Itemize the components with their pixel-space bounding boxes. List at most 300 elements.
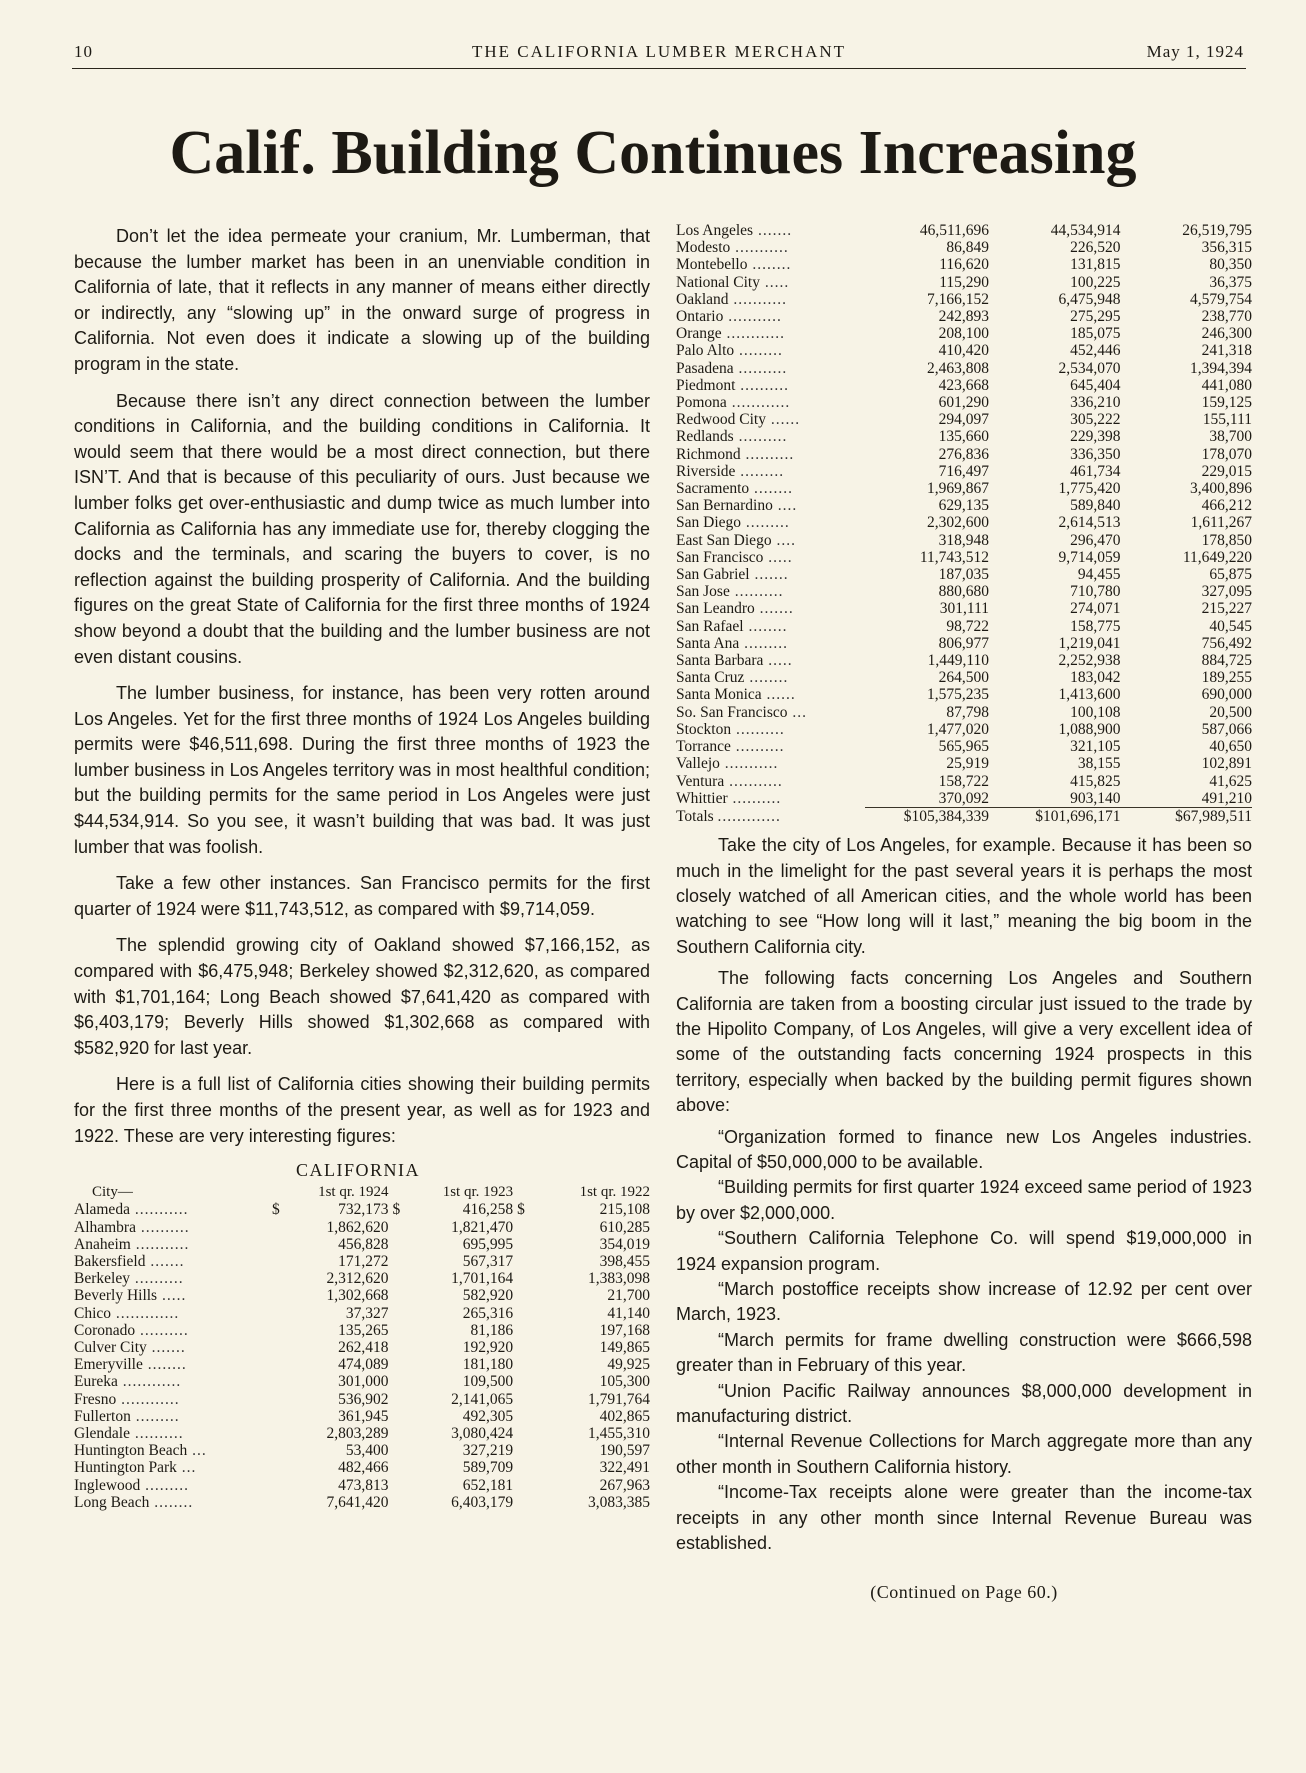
permit-value-1923: 181,180 [462,1356,514,1374]
permit-value-1923: 9,714,059 [1058,548,1121,566]
paragraph: The following facts concerning Los Angeles and Southern California are taken from a boosting circular just issued to the trade by the Hipolito Company, of Los Angeles, will give a very excellent idea of some of the outstanding facts concerning 1924 prospects in this territory, especially when backed by the building permit figures shown above: [676,968,1252,1116]
permit-value-1923: 452,446 [1070,342,1121,360]
permit-value-1923: 645,404 [1070,376,1121,394]
permit-value-1924: 98,722 [946,617,990,635]
permit-value-1922: 190,597 [599,1442,650,1460]
quote-item: “Building permits for first quarter 1924 exceed same period of 1923 by over $2,000,000. [676,1177,1252,1223]
quote-item: “Southern California Telephone Co. will spend $19,000,000 in 1924 expansion program. [676,1228,1252,1274]
table-row [676,342,1252,359]
permit-value-1924: 158,722 [938,772,990,790]
table-row [676,790,1252,808]
permit-value-1923: 336,350 [1070,445,1121,463]
city-name: Santa Monica ...... [676,686,796,704]
permit-value-1923: 415,825 [1070,772,1121,790]
permit-value-1924: $ 732,173 [268,1201,389,1218]
permit-value-1924: 2,302,600 [927,514,990,532]
paragraph: Take a few other instances. San Francisco permits for the first quarter of 1924 were $11,743,512, as compared with $9,714,059. [74,873,650,919]
table-row [676,773,1252,790]
city-name: San Francisco ..... [676,548,793,566]
permit-value-1924: 11,743,512 [919,548,990,566]
permit-value-1924: 410,420 [938,342,990,360]
table-row [676,583,1252,600]
permits-table-part-2 [676,222,1252,825]
permit-value-1923: 567,317 [462,1253,514,1270]
city-name: Bakersfield ....... [74,1253,185,1270]
permit-value-1923: 2,252,938 [1058,652,1121,670]
permit-value-1924: 1,575,235 [927,686,990,704]
table-row [74,1201,650,1218]
quote-item: “Organization formed to finance new Los Angeles industries. Capital of $50,000,000 to be available. [676,1126,1252,1172]
permit-value-1922: 20,500 [1209,703,1252,721]
permit-value-1923: 229,398 [1070,428,1121,446]
city-name: Santa Barbara ..... [676,652,793,670]
table-row [676,497,1252,514]
permit-value-1922: 267,963 [599,1476,650,1494]
permit-value-1922: 65,875 [1209,566,1252,584]
permit-value-1922: 41,625 [1209,772,1252,790]
table-row [676,704,1252,721]
permit-value-1923: 2,534,070 [1058,359,1121,377]
table-row [676,635,1252,652]
permit-value-1924: 629,135 [938,497,990,515]
total-1924: $105,384,339 [865,807,989,825]
permit-value-1923: 1,701,164 [451,1270,514,1288]
permit-value-1923: 589,709 [462,1459,514,1477]
permit-value-1923: 226,520 [1070,239,1121,257]
table-row [74,1270,650,1287]
permit-value-1923: 695,995 [462,1235,514,1253]
permit-value-1924: 276,836 [938,445,990,463]
table-row [676,514,1252,531]
city-name: Vallejo ........... [676,755,779,773]
permit-value-1922: 241,318 [1201,342,1252,360]
permit-value-1924: 1,862,620 [326,1218,389,1236]
table-row [74,1356,650,1373]
table-row [74,1391,650,1408]
city-name: Orange ............ [676,325,785,343]
city-name: Oakland ........... [676,290,788,308]
table-row [676,377,1252,394]
city-name: Riverside ......... [676,462,785,480]
permit-value-1924: 456,828 [338,1235,389,1253]
permit-value-1924: 2,312,620 [326,1270,389,1288]
permit-value-1924: 187,035 [938,566,990,584]
table-row [676,428,1252,445]
quote-item: “Internal Revenue Collections for March aggregate more than any other month in Southern California history. [676,1431,1252,1477]
table-row [74,1322,650,1339]
table-row [676,652,1252,669]
permit-value-1923: 81,186 [470,1321,514,1339]
permit-value-1922: $ 215,108 [513,1201,650,1218]
permit-value-1924: 135,660 [938,428,990,446]
continued-note: (Continued on Page 60.) [870,1582,1058,1603]
permit-value-1924: 301,111 [939,600,990,618]
permit-value-1924: 208,100 [938,325,990,343]
permit-value-1922: 178,850 [1201,531,1252,549]
table-body [74,1201,650,1511]
permit-value-1923: 158,775 [1070,617,1121,635]
city-name: Sacramento ........ [676,480,794,498]
city-name: Santa Ana ......... [676,634,789,652]
permit-value-1923: 1,413,600 [1058,686,1121,704]
city-name: Alhambra .......... [74,1218,190,1236]
city-name: San Bernardino .... [676,497,798,515]
masthead: THE CALIFORNIA LUMBER MERCHANT [471,42,847,61]
permit-value-1922: 197,168 [599,1321,650,1339]
permit-value-1922: 40,545 [1209,617,1252,635]
table-header-row [74,1184,650,1201]
permit-value-1923: 461,734 [1070,462,1121,480]
city-name: So. San Francisco ... [676,703,808,721]
permit-value-1923: 1,821,470 [451,1218,514,1236]
permit-value-1922: 189,255 [1201,669,1252,687]
permit-value-1923: 652,181 [462,1476,514,1494]
table-row [676,222,1252,239]
city-name: Richmond .......... [676,445,795,463]
permit-value-1922: 356,315 [1201,239,1252,257]
city-name: Ventura ........... [676,772,783,790]
city-name: Pasadena .......... [676,359,788,377]
article-headline: Calif. Building Continues Increasing [169,119,1137,187]
permit-value-1923: 2,614,513 [1058,514,1121,532]
table-row [676,394,1252,411]
city-name: Stockton .......... [676,720,785,738]
permit-value-1922: 215,227 [1201,600,1252,618]
permit-value-1922: 4,579,754 [1190,290,1252,308]
table-body [676,222,1252,807]
permit-value-1922: 49,925 [607,1356,650,1374]
table-row [74,1219,650,1236]
table-caption: CALIFORNIA [296,1160,421,1181]
table-row [74,1408,650,1425]
permit-value-1924: 1,477,020 [927,720,990,738]
table-row [74,1339,650,1356]
permit-value-1922: 246,300 [1201,325,1252,343]
city-name: Huntington Park ... [74,1459,197,1477]
permit-value-1922: 178,070 [1201,445,1252,463]
permit-value-1923: 100,108 [1070,703,1121,721]
table-row [676,755,1252,772]
total-1922: $67,989,511 [1121,807,1252,825]
permit-value-1924: 135,265 [338,1321,389,1339]
table-row [74,1494,650,1511]
totals-label: Totals ............. [676,807,781,825]
city-name: Beverly Hills ..... [74,1287,187,1305]
paragraph: Take the city of Los Angeles, for example. Because it has been so much in the limelight for the past several years it is perhaps the most closely watched of all American cities, and the whole world has been watching to see “How long will it last,” meaning the big boom in the Southern California city. [676,835,1252,957]
city-name: Piedmont .......... [676,376,790,394]
permit-value-1924: 87,798 [946,703,990,721]
permit-value-1923: 492,305 [462,1407,514,1425]
city-name: Redlands .......... [676,428,788,446]
currency-sign: $ [272,1201,280,1219]
permit-value-1922: 756,492 [1201,634,1252,652]
permit-value-1924: 262,418 [338,1339,389,1357]
permit-value-1922: 327,095 [1201,583,1252,601]
permit-value-1924: 1,969,867 [927,480,990,498]
permit-value-1924: 1,449,110 [927,652,990,670]
header-1924: 1st qr. 1924 [318,1184,389,1201]
permit-value-1924: 53,400 [345,1442,389,1460]
permit-value-1922: 402,865 [599,1407,650,1425]
header-city: City— [92,1184,133,1201]
city-name: San Jose .......... [676,583,784,601]
permit-value-1923: $ 416,258 [389,1201,514,1218]
city-name: Whittier .......... [676,789,782,807]
permit-value-1924: 2,463,808 [927,359,990,377]
permit-value-1923: 305,222 [1070,411,1121,429]
permit-value-1922: 155,111 [1202,411,1252,429]
city-name: Fullerton ......... [74,1407,180,1425]
permit-value-1923: 3,080,424 [451,1425,514,1443]
city-name: Santa Cruz ........ [676,669,789,687]
permit-value-1922: 102,891 [1201,755,1252,773]
issue-date: May 1, 1924 [1146,42,1244,61]
right-column [676,222,1252,1603]
permit-value-1924: 301,000 [338,1373,389,1391]
table-row [676,360,1252,377]
total-1923: $101,696,171 [989,807,1121,825]
table-row [676,239,1252,256]
table-row [74,1442,650,1459]
permit-value-1924: 116,620 [939,256,990,274]
paragraph: The lumber business, for instance, has been very rotten around Los Angeles. Yet for the first three months of 1924 Los Angeles building permits were $46,511,698. During the first three months of 1923 the lumber business in Los Angeles territory was in most healthful condition; but the building permits for the same period in Los Angeles were just $44,534,914. So you see, it wasn’t building that was bad. It was just lumber that was foolish. [74,683,650,857]
permit-value-1922: 1,383,098 [588,1270,650,1288]
permit-value-1922: 398,455 [599,1253,650,1270]
permit-value-1923: 94,455 [1077,566,1121,584]
permit-value-1923: 589,840 [1070,497,1121,515]
table-row [74,1287,650,1304]
permit-value-1924: 361,945 [338,1407,389,1425]
paragraph: Don’t let the idea permeate your cranium, Mr. Lumberman, that because the lumber market has been in an unenviable condition in California of late, that it reflects in any manner of means either directly or indirectly, any “slowing up” in the onward surge of progress in California. Not even does it indicate a slowing up of the building program in the state. [74,226,650,374]
permit-value-1922: 491,210 [1201,789,1252,807]
currency-sign: $ [517,1201,525,1219]
city-name: Palo Alto ......... [676,342,783,360]
permit-value-1923: 1,088,900 [1058,720,1121,738]
permit-value-1922: 26,519,795 [1182,222,1252,239]
header-1923: 1st qr. 1923 [442,1184,514,1201]
table-row [676,325,1252,342]
city-name: San Diego ......... [676,514,790,532]
permit-value-1924: 370,092 [938,789,990,807]
city-name: Torrance .......... [676,738,785,756]
permit-value-1924: 880,680 [938,583,990,601]
permit-value-1924: 294,097 [938,411,990,429]
permit-value-1923: 903,140 [1070,789,1121,807]
header-1922: 1st qr. 1922 [579,1184,650,1201]
permit-value-1923: 2,141,065 [451,1390,514,1408]
permit-value-1922: 21,700 [607,1287,650,1305]
city-name: San Rafael ........ [676,617,788,635]
permit-value-1922: 1,611,267 [1190,514,1252,532]
permit-value-1924: 806,977 [938,634,990,652]
permit-value-1923: 275,295 [1070,308,1121,326]
permit-value-1924: 423,668 [938,376,990,394]
permit-value-1922: 238,770 [1201,308,1252,326]
table-row [676,463,1252,480]
city-name: Anaheim ........... [74,1235,190,1253]
city-name: Chico ............. [74,1304,180,1322]
permit-value-1922: 36,375 [1209,273,1252,291]
city-name: Culver City ....... [74,1339,186,1357]
city-name: Long Beach ........ [74,1493,194,1511]
table-row [676,600,1252,617]
table-row [676,256,1252,273]
table-row [676,308,1252,325]
permit-value-1922: 1,394,394 [1190,359,1252,377]
table-row [676,686,1252,703]
permit-value-1923: 100,225 [1070,273,1121,291]
table-row [74,1459,650,1476]
permit-value-1923: 321,105 [1070,738,1121,756]
permit-value-1924: 7,166,152 [927,290,990,308]
permit-value-1923: 109,500 [462,1373,514,1391]
permit-value-1924: 318,948 [938,531,990,549]
city-name: East San Diego .... [676,531,796,549]
permit-value-1924: 601,290 [938,394,990,412]
permit-value-1924: 171,272 [338,1253,389,1270]
table-row [74,1305,650,1322]
table-row [74,1253,650,1270]
left-column [74,224,650,1511]
city-name: Emeryville ........ [74,1356,187,1374]
city-name: San Gabriel ....... [676,566,789,584]
permit-value-1922: 1,791,764 [588,1390,650,1408]
permit-value-1922: 3,400,896 [1190,480,1252,498]
city-name: Fresno ............ [74,1390,180,1408]
permit-value-1922: 441,080 [1201,376,1252,394]
permit-value-1923: 582,920 [462,1287,514,1305]
city-name: Eureka ............ [74,1373,182,1391]
permit-value-1923: 183,042 [1070,669,1121,687]
table-row [676,566,1252,583]
permit-value-1922: 3,083,385 [588,1493,650,1511]
permit-value-1923: 710,780 [1070,583,1121,601]
permit-value-1922: 38,700 [1209,428,1252,446]
permit-value-1923: 336,210 [1070,394,1121,412]
paragraph: Because there isn’t any direct connection between the lumber conditions in California, and the building conditions in California. It would seem that there would be a most direct connection, but there ISN’T. And that is because of this peculiarity of ours. Just because we lumber folks get over-enthusiastic and dump twice as much lumber into California as California has any immediate use for, thereby clogging the docks and the terminals, and scaring the buyers to cover, is no reflection against the building prosperity of California. And the building figures on the great State of California for the first three months of 1924 show beyond a doubt that the building and the lumber business are not even distant cousins. [74,390,650,667]
permit-value-1923: 6,475,948 [1058,290,1121,308]
permit-value-1923: 1,219,041 [1058,634,1121,652]
permit-value-1922: 105,300 [599,1373,650,1391]
permit-value-1922: 610,285 [599,1218,650,1236]
permit-value-1924: 2,803,289 [326,1425,389,1443]
quote-item: “March permits for frame dwelling construction were $666,598 greater than in February of this year. [676,1329,1252,1376]
permit-value-1923: 274,071 [1070,600,1121,618]
permit-value-1922: 149,865 [599,1339,650,1357]
permit-value-1922: 40,650 [1209,738,1252,756]
permit-value-1924: 115,290 [939,273,990,291]
table-row [74,1236,650,1253]
city-name: National City ..... [676,273,790,291]
permit-value-1923: 44,534,914 [1050,222,1121,239]
page-number: 10 [74,42,93,61]
permit-value-1924: 46,511,696 [919,222,990,239]
permit-value-1924: 473,813 [338,1476,389,1494]
running-header [72,42,1246,69]
table-row [676,618,1252,635]
paragraph: The splendid growing city of Oakland showed $7,166,152, as compared with $6,475,948; Berkeley showed $2,312,620, as compared with $1,701,164; Long Beach showed $7,641,420 as compared with $6,403,179; Beverly Hills showed $1,302,668 as compared with $582,920 for last year. [74,935,650,1058]
permit-value-1924: 25,919 [946,755,990,773]
city-name: Los Angeles ....... [676,222,793,239]
permit-value-1922: 1,455,310 [588,1425,650,1443]
permit-value-1923: 185,075 [1070,325,1121,343]
quote-item: “Income-Tax receipts alone were greater than the income-tax receipts in any other month since Internal Revenue Bureau was established. [676,1482,1252,1554]
table-row [74,1373,650,1390]
permits-table-part-1 [74,1184,650,1511]
permit-value-1922: 587,066 [1201,720,1252,738]
city-name: Coronado .......... [74,1321,189,1339]
city-name: Montebello ........ [676,256,792,274]
table-row [676,274,1252,291]
quote-item: “Union Pacific Railway announces $8,000,000 development in manufacturing district. [676,1380,1252,1427]
city-name: Inglewood ......... [74,1476,190,1494]
permit-value-1923: 296,470 [1070,531,1121,549]
permit-value-1922: 884,725 [1201,652,1252,670]
permit-value-1924: 536,902 [338,1390,389,1408]
permit-value-1924: 716,497 [938,462,990,480]
city-name: Huntington Beach ... [74,1442,207,1460]
table-row [676,480,1252,497]
city-name: Ontario ........... [676,308,782,326]
table-row [676,721,1252,738]
city-name: Alameda ........... [74,1201,189,1219]
permit-value-1923: 265,316 [462,1304,514,1322]
city-name: San Leandro ....... [676,600,794,618]
permit-value-1922: 354,019 [599,1235,650,1253]
permit-value-1924: 565,965 [938,738,990,756]
city-name: Modesto ........... [676,239,789,257]
permit-value-1924: 37,327 [345,1304,389,1322]
city-name: Redwood City ...... [676,411,801,429]
permit-value-1922: 11,649,220 [1182,548,1252,566]
permit-value-1924: 86,849 [946,239,990,257]
permit-value-1922: 466,212 [1201,497,1252,515]
permit-value-1924: 264,500 [938,669,990,687]
totals-row [676,807,1252,825]
table-row [74,1477,650,1494]
permit-value-1923: 131,815 [1070,256,1121,274]
table-row [676,411,1252,428]
permit-value-1923: 192,920 [462,1339,514,1357]
table-row [676,549,1252,566]
permit-value-1922: 41,140 [607,1304,650,1322]
permit-value-1923: 1,775,420 [1058,480,1121,498]
permit-value-1924: 474,089 [338,1356,389,1374]
permit-value-1924: 242,893 [938,308,990,326]
city-name: Berkeley .......... [74,1270,184,1288]
permit-value-1924: 1,302,668 [326,1287,389,1305]
permit-value-1924: 7,641,420 [326,1493,389,1511]
city-name: Pomona ............ [676,394,791,412]
table-row [74,1425,650,1442]
permit-value-1922: 80,350 [1209,256,1252,274]
permit-value-1922: 690,000 [1201,686,1252,704]
quote-item: “March postoffice receipts show increase of 12.92 per cent over March, 1923. [676,1279,1252,1325]
table-row [676,738,1252,755]
permit-value-1922: 322,491 [599,1459,650,1477]
city-name: Glendale .......... [74,1425,184,1443]
permit-value-1923: 327,219 [462,1442,514,1460]
permit-value-1922: 159,125 [1201,394,1252,412]
table-row [676,446,1252,463]
table-row [676,532,1252,549]
permit-value-1923: 38,155 [1077,755,1121,773]
permit-value-1923: 6,403,179 [451,1493,514,1511]
table-row [676,669,1252,686]
table-row [676,291,1252,308]
paragraph: Here is a full list of California cities showing their building permits for the first three months of the present year, as well as for 1923 and 1922. These are very interesting figures: [74,1074,650,1146]
permit-value-1922: 229,015 [1201,462,1252,480]
